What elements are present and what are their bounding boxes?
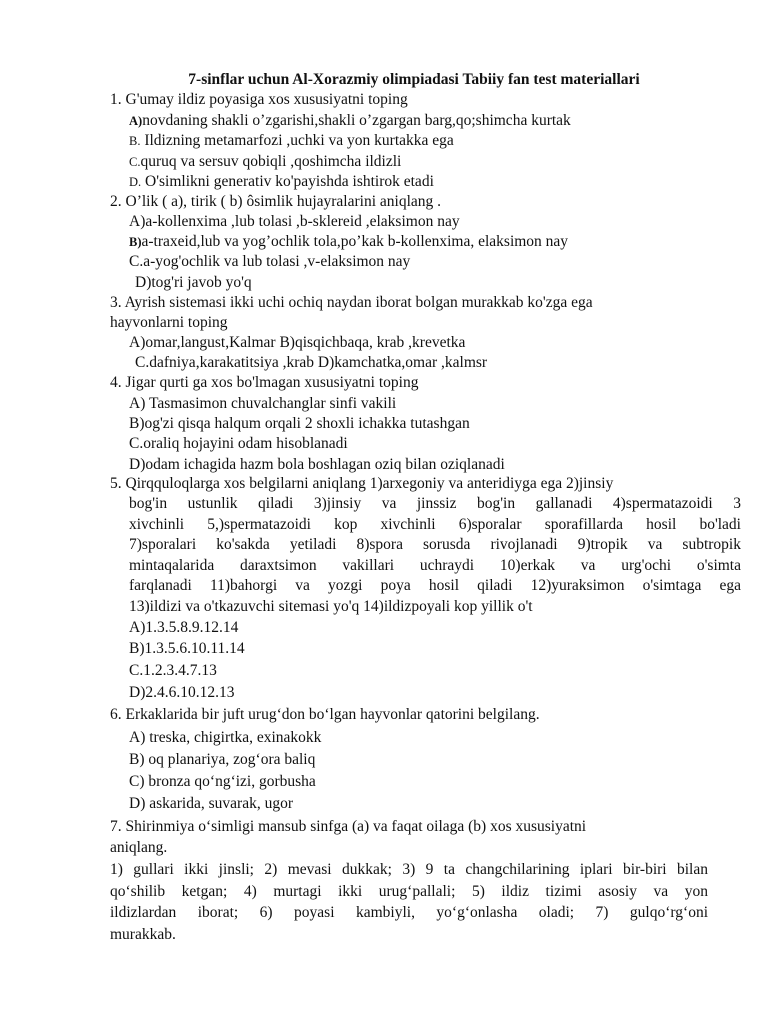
q5-body-line: 7)sporalari ko'sakda yetiladi 8)spora sorusda rivojlanadi 9)tropik va subtropik [129, 536, 741, 554]
q7-body-line: ildizlardan iborat; 6) poyasi kambiyli, yo‘g‘onlasha oladi; 7) gulqo‘rg‘oni [110, 904, 708, 921]
q5-option-b: B)1.3.5.6.10.11.14 [129, 640, 245, 657]
q1-option-c [129, 152, 401, 172]
q1-option-a-text: novdaning shakli o’zgarishi,shakli o’zgargan barg,qo;shimcha kurtak [142, 112, 571, 129]
question-1: 1. G'umay ildiz poyasiga xos xususiyatni toping [110, 91, 408, 108]
question-7-line-2: aniqlang. [110, 839, 168, 856]
q2-option-b-label: B) [129, 235, 142, 249]
q5-body-line: mintaqalarida daraxtsimon vakillari uchraydi 10)erkak va urg'ochi o'simta [129, 556, 741, 574]
question-4: 4. Jigar qurti ga xos bo'lmagan xususiyatni toping [110, 374, 419, 391]
q6-option-c: C) bronza qo‘ng‘izi, gorbusha [129, 773, 316, 790]
q4-option-b: B)og'zi qisqa halqum orqali 2 shoxli ichakka tutashgan [129, 415, 470, 432]
q4-option-c: C.oraliq hojayini odam hisoblanadi [129, 435, 348, 452]
q1-option-c-label: C. [129, 155, 141, 169]
q1-option-d-text: O'simlikni generativ ko'payishda ishtirok etadi [141, 173, 434, 190]
q2-option-c: C.a-yog'ochlik va lub tolasi ,v-elaksimon nay [129, 253, 411, 270]
q2-option-b-text: a-traxeid,lub va yog’ochlik tola,po’kak b-kollenxima, elaksimon nay [141, 233, 569, 250]
q1-option-a [129, 111, 571, 131]
question-7-line-1: 7. Shirinmiya o‘simligi mansub sinfga (a) va faqat oilaga (b) xos xususiyatni [110, 818, 587, 835]
document-title: 7-sinflar uchun Al-Xorazmiy olimpiadasi Tabiiy fan test materiallari [188, 71, 640, 88]
question-2: 2. O’lik ( a), tirik ( b) ôsimlik hujayralarini aniqlang . [110, 193, 442, 210]
q1-option-b-text: Ildizning metamarfozi ,uchki va yon kurtakka ega [140, 132, 454, 149]
q5-option-d: D)2.4.6.10.12.13 [129, 684, 235, 701]
q7-body-line: qo‘shilib ketgan; 4) murtagi ikki urug‘pallali; 5) ildiz tizimi asosiy va yon [110, 882, 708, 900]
q2-option-d: D)tog'ri javob yo'q [135, 274, 252, 291]
q7-body-line: murakkab. [110, 925, 176, 943]
q2-option-a: A)a-kollenxima ,lub tolasi ,b-sklereid ,elaksimon nay [129, 213, 460, 230]
q1-option-d [129, 172, 434, 192]
q6-option-d: D) askarida, suvarak, ugor [129, 795, 293, 812]
q6-option-a: A) treska, chigirtka, exinakokk [129, 729, 322, 746]
q5-option-c: C.1.2.3.4.7.13 [129, 662, 217, 679]
q2-option-b [129, 232, 568, 252]
question-7-body [110, 859, 708, 945]
question-3-line-2: hayvonlarni toping [110, 314, 228, 331]
q6-option-b: B) oq planariya, zog‘ora baliq [129, 751, 316, 768]
question-6: 6. Erkaklarida bir juft urug‘don bo‘lgan hayvonlar qatorini belgilang. [110, 706, 540, 723]
question-5-line-1: 5. Qirqquloqlarga xos belgilarni aniqlang 1)arxegoniy va anteridiyga ega 2)jinsiy [110, 475, 614, 492]
q5-body-line: xivchinli 5,)spermatazoidi kop xivchinli 6)sporalar sporafillarda hosil bo'ladi [129, 515, 741, 533]
question-3-line-1: 3. Ayrish sistemasi ikki uchi ochiq naydan iborat bolgan murakkab ko'zga ega [110, 294, 593, 311]
q1-option-b-label: B. [129, 134, 141, 148]
q1-option-a-label: A) [129, 114, 143, 128]
q5-option-a: A)1.3.5.8.9.12.14 [129, 619, 239, 636]
q4-option-a: A) Tasmasimon chuvalchanglar sinfi vakili [129, 395, 397, 412]
q1-option-c-text: quruq va sersuv qobiqli ,qoshimcha ildizli [140, 153, 402, 170]
q3-options-c-d: C.dafniya,karakatitsiya ,krab D)kamchatka,omar ,kalmsr [135, 354, 488, 371]
q1-option-d-label: D. [129, 175, 142, 189]
q5-body-line: 13)ildizi va o'tkazuvchi sitemasi yo'q 14)ildizpoyali kop yillik o't [129, 597, 533, 615]
q1-option-b [129, 131, 454, 151]
q4-option-d: D)odam ichagida hazm bola boshlagan oziq bilan oziqlanadi [129, 456, 505, 473]
q7-body-line: 1) gullari ikki jinsli; 2) mevasi dukkak; 3) 9 ta changchilarining iplari bir-biri bilan [110, 861, 708, 878]
q5-body-line: bog'in ustunlik qiladi 3)jinsiy va jinssiz bog'in gallanadi 4)spermatazoidi 3 [129, 495, 741, 512]
question-5-body [129, 494, 741, 618]
q3-options-a-b: A)omar,langust,Kalmar B)qisqichbaqa, krab ,krevetka [129, 334, 466, 351]
q5-body-line: farqlanadi 11)bahorgi va yozgi poya hosil qiladi 12)yuraksimon o'simtaga ega [129, 577, 741, 595]
